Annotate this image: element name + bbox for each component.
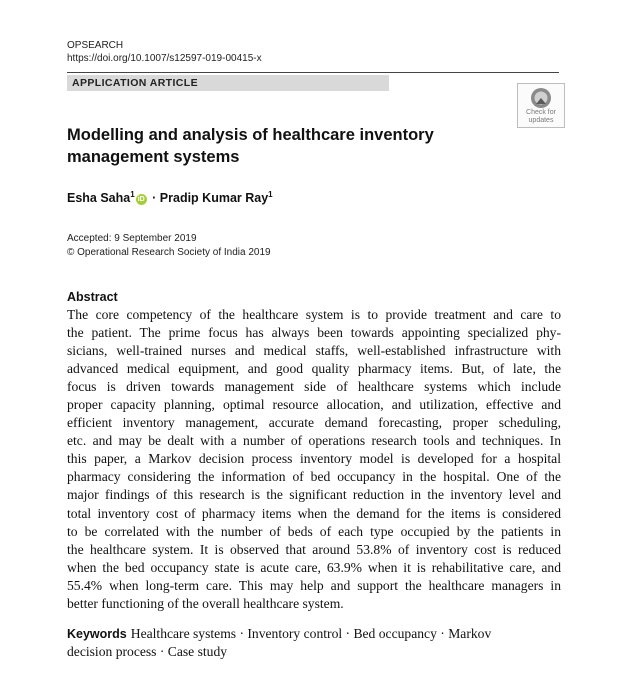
author-name[interactable]: Pradip Kumar Ray: [159, 191, 269, 206]
abstract-line: the patient. The prime focus has always been towards appointing specialized phy-: [67, 325, 561, 341]
affiliation-marker: 1: [268, 190, 273, 199]
orcid-icon[interactable]: iD: [137, 196, 145, 204]
author-name[interactable]: Esha Saha: [67, 191, 131, 206]
check-for-updates-icon: [530, 87, 552, 109]
author-list: [67, 190, 273, 205]
header-rule: [67, 72, 559, 73]
keywords-line: decision process · Case study: [67, 644, 228, 659]
author-separator: ·: [148, 191, 160, 206]
abstract-line: better functioning of the overall healthcare system.: [67, 595, 344, 611]
check-for-updates-badge[interactable]: [517, 83, 565, 128]
keywords-label: Keywords: [67, 627, 127, 641]
keywords-section: [67, 625, 561, 661]
keywords-line: [67, 625, 561, 643]
abstract-line: sicians, well-trained nurses and medical staffs, well-established infrastructure with: [67, 343, 561, 359]
abstract-line: advanced medical equipment, and good quality pharmacy items. But, of late, the: [67, 361, 561, 377]
doi-link[interactable]: https://doi.org/10.1007/s12597-019-00415-x: [67, 53, 262, 64]
abstract-line: etc. and may be dealt with a number of operations research tools and techniques. In: [67, 433, 561, 449]
article-title: [67, 124, 497, 168]
badge-label-line2: updates: [528, 117, 554, 124]
title-line: management systems: [67, 148, 240, 166]
abstract-line: this paper, a Markov decision process inventory model is developed for a hospital: [67, 451, 561, 467]
abstract-line: major findings of this research is the significant reduction in the inventory level and: [67, 487, 561, 503]
abstract-line: 55.4% when long-term care. This may help and support the healthcare managers in: [67, 577, 561, 593]
affiliation-marker: 1: [130, 190, 135, 199]
abstract-line: The core competency of the healthcare system is to provide treatment and care to: [67, 307, 561, 322]
article-type-label: APPLICATION ARTICLE: [72, 77, 199, 89]
abstract-body: [67, 306, 561, 613]
accepted-date: Accepted: 9 September 2019: [67, 233, 197, 244]
abstract-line: focus is driven towards management side of healthcare systems which include: [67, 379, 561, 395]
journal-name: OPSEARCH: [67, 40, 124, 51]
copyright-notice: © Operational Research Society of India 2019: [67, 247, 271, 258]
badge-label-line1: Check for: [526, 109, 556, 116]
abstract-heading: Abstract: [67, 290, 118, 304]
abstract-line: total inventory cost of pharmacy items when the demand for the items is considered: [67, 505, 561, 521]
abstract-line: the healthcare system. It is observed that around 53.8% of inventory cost is reduced: [67, 541, 561, 557]
abstract-line: proper capacity planning, optimal resource allocation, and utilization, effective and: [67, 397, 561, 413]
keywords-text: Healthcare systems · Inventory control · Bed occupancy · Markov: [130, 626, 492, 641]
abstract-line: efficient inventory management, accurate demand forecasting, proper scheduling,: [67, 415, 561, 431]
abstract-line: pharmacy considering the information of bed occupancy in the hospital. One of the: [67, 469, 561, 485]
abstract-line: when the bed occupancy state is acute care, 63.9% when it is rehabilitative care, and: [67, 559, 561, 575]
title-line: Modelling and analysis of healthcare inventory: [67, 126, 434, 144]
abstract-line: to be correlated with the number of beds of each type occupied by the patients in: [67, 523, 561, 539]
